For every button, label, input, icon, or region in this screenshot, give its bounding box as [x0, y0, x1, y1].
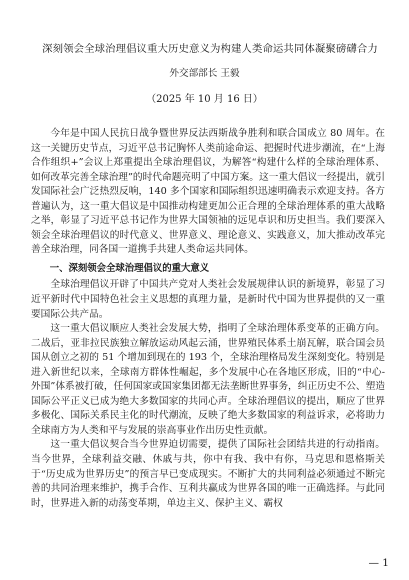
author-line: 外交部部长 王毅 [169, 68, 240, 79]
document-title: 深刻领会全球治理倡议重大历史意义为构建人类命运共同体凝聚磅礴合力 [42, 43, 378, 55]
body-paragraph: 这一重大倡议顺应人类社会发展大势，指明了全球治理体系变革的正确方向。二战后，亚非拉民族独立解放运动风起云涌，世界殖民体系土崩瓦解，联合国会员国从创立之初的 51 个增加到现在的 193 个，全球治理格局发生深刻变化。特别是进入新世纪以来，全球南方群体性崛起，多个发展中心在各地区形成，旧的“中心-外围”体系被打破，任何国家或国家集团都无法垄断世界事务，纠正历史不公、塑造国际公平正义已成为绝大多数国家的共同心声。全球治理倡议的提出，顺应了世界多极化、国际关系民主化的时代潮流，反映了绝大多数国家的利益诉求，必将助力全球南方为人类和平与发展的崇高事业作出历史性贡献。 [31, 323, 385, 436]
page-number: — 1 [368, 557, 389, 569]
document-body [31, 127, 385, 511]
date-line: （2025 年 10 月 16 日） [146, 94, 263, 105]
intro-paragraph: 今年是中国人民抗日战争暨世界反法西斯战争胜利和联合国成立 80 周年。在这一关键历史节点，习近平总书记胸怀人类前途命运、把握时代进步潮流，在“上海合作组织+”会议上郑重提出全球治理倡议，为解答“构建什么样的全球治理体系、如何改革完善全球治理”的时代命题亮明了中国方案。这一重大倡议一经提出，就引发国际社会广泛热烈反响，140 多个国家和国际组织迅速明确表示欢迎支持。各方普遍认为，这一重大倡议是中国推动构建更加公正合理的全球治理体系的重大战略之举，彰显了习近平总书记作为世界大国领袖的远见卓识和历史担当。我们要深入领会全球治理倡议的时代意义、世界意义、理论意义、实践意义，加大推动改革完善全球治理，同各国一道携手共建人类命运共同体。 [31, 128, 385, 256]
section-heading: 一、深刻领会全球治理倡议的重大意义 [49, 262, 210, 274]
body-paragraph: 这一重大倡议契合当今世界迫切需要，提供了国际社会团结共进的行动指南。当今世界，全球利益交融、休戚与共，你中有我、我中有你，马克思和恩格斯关于“历史成为世界历史”的预言早已变成现实。不断扩大的共同利益必须通过不断完善的共同治理来维护，携手合作、互利共赢成为世界各国的唯一正确选择。与此同时，世界进入新的动荡变革期，单边主义、保护主义、霸权 [31, 439, 385, 509]
body-paragraph: 全球治理倡议开辟了中国共产党对人类社会发展规律认识的新境界，彰显了习近平新时代中国特色社会主义思想的真理力量，是新时代中国为世界提供的又一重要国际公共产品。 [31, 279, 385, 320]
